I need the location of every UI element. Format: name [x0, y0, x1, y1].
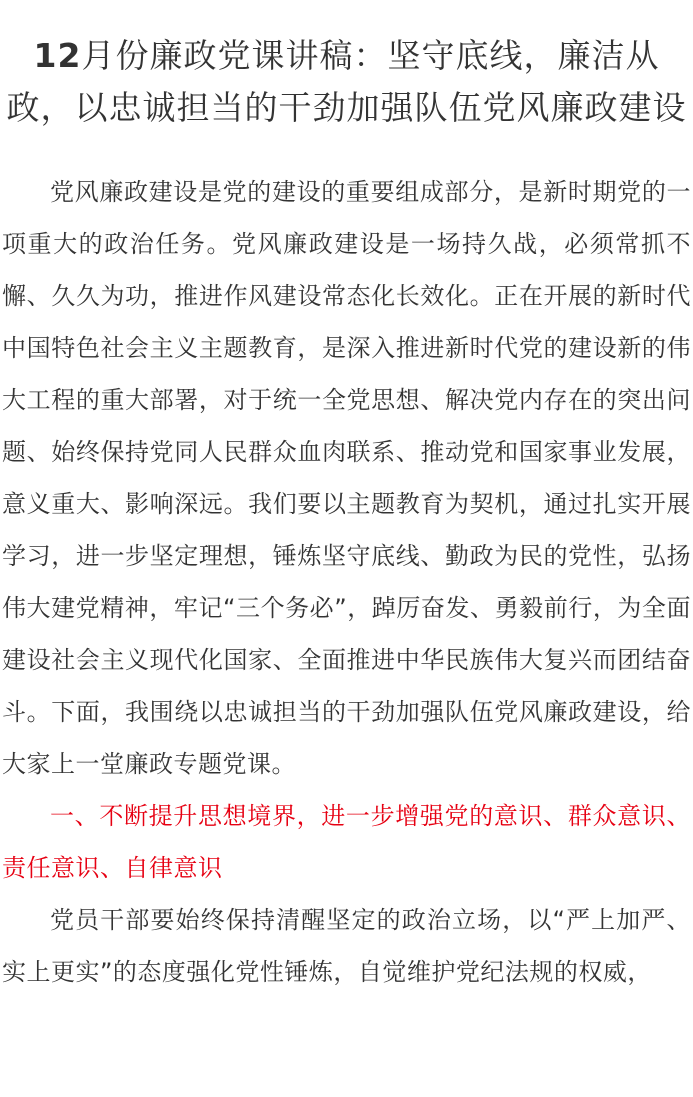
section-paragraph: 党员干部要始终保持清醒坚定的政治立场，以“严上加严、实上更实”的态度强化党性锤炼，自觉维护党纪法规的权威，	[2, 906, 691, 986]
title-text: 月份廉政党课讲稿：坚守底线，廉洁从政，以忠诚担当的干劲加强队伍党风廉政建设	[6, 36, 687, 127]
document-title	[0, 0, 693, 134]
intro-paragraph: 党风廉政建设是党的建设的重要组成部分，是新时期党的一项重大的政治任务。党风廉政建设是一场持久战，必须常抓不懈、久久为功，推进作风建设常态化长效化。正在开展的新时代中国特色社会主义主题教育，是深入推进新时代党的建设新的伟大工程的重大部署，对于统一全党思想、解决党内存在的突出问题、始终保持党同人民群众血肉联系、推动党和国家事业发展，意义重大、影响深远。我们要以主题教育为契机，通过扎实开展学习，进一步坚定理想，锤炼坚守底线、勤政为民的党性，弘扬伟大建党精神，牢记“三个务必”，踔厉奋发、勇毅前行，为全面建设社会主义现代化国家、全面推进中华民族伟大复兴而团结奋斗。下面，我围绕以忠诚担当的干劲加强队伍党风廉政建设，给大家上一堂廉政专题党课。	[2, 178, 691, 778]
section-heading: 一、不断提升思想境界，进一步增强党的意识、群众意识、责任意识、自律意识	[2, 802, 691, 882]
document-body	[0, 134, 693, 998]
title-number: 12	[33, 36, 82, 75]
